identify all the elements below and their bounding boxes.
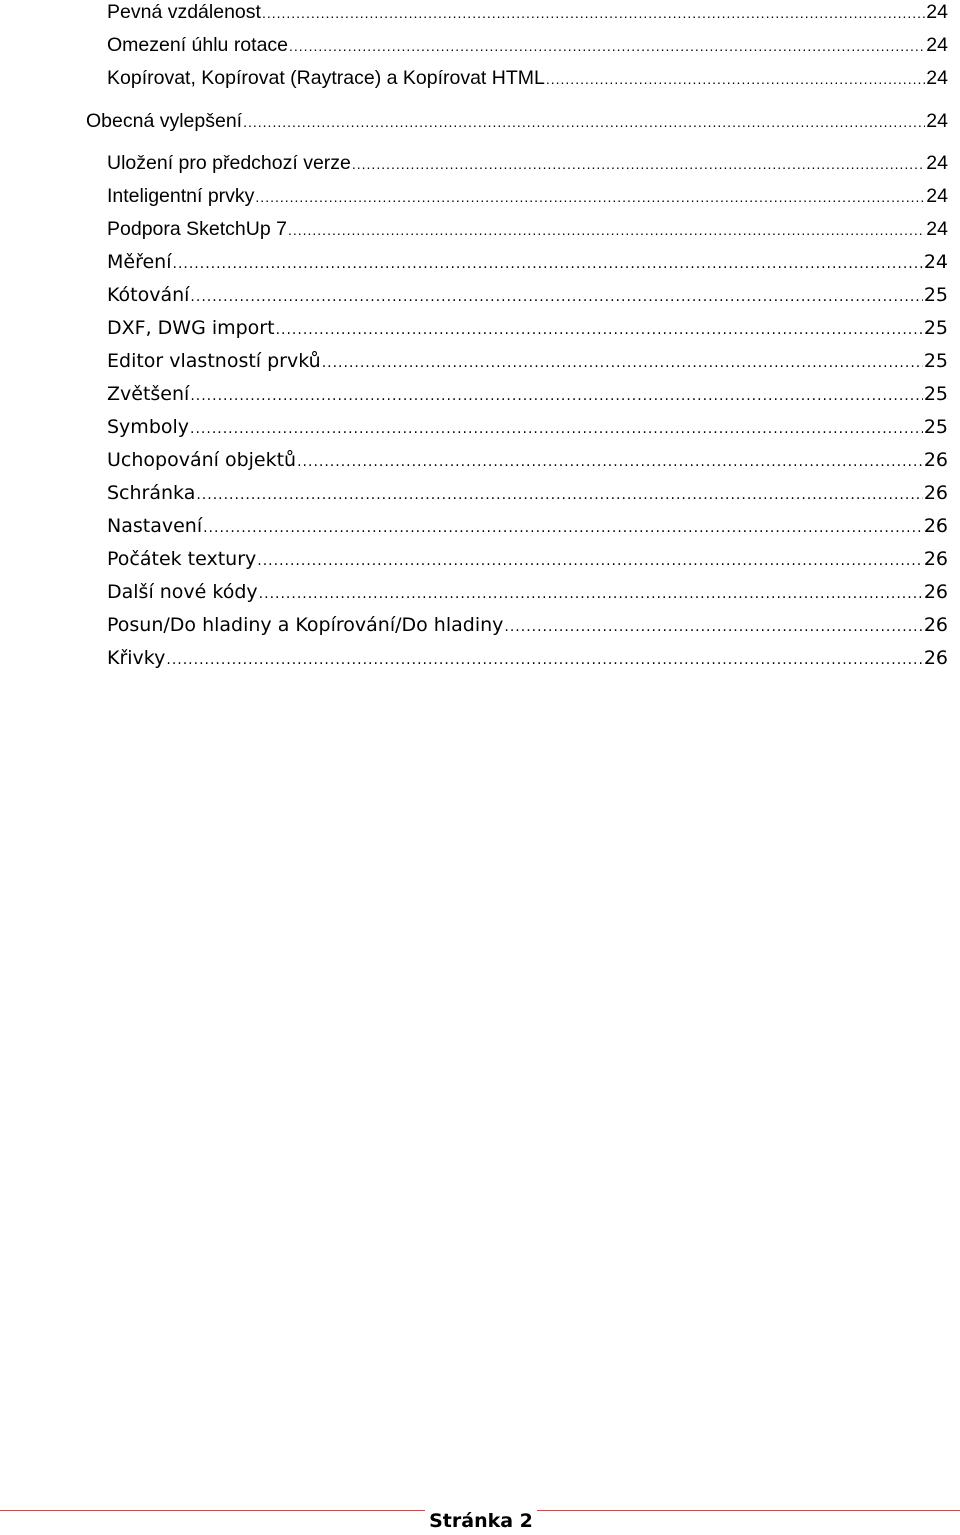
- toc-entry[interactable]: [107, 0, 948, 27]
- footer-rule-right: [537, 1510, 960, 1511]
- toc-entry[interactable]: [86, 106, 948, 136]
- toc-leader-dots: [352, 149, 925, 179]
- toc-entry-page: 25: [923, 383, 948, 405]
- footer-page-number: Stránka 2: [429, 1510, 533, 1532]
- toc-entry-page: 24: [926, 185, 948, 207]
- toc-leader-dots: [276, 315, 923, 345]
- toc-entry-page: 26: [923, 482, 948, 504]
- toc-leader-dots: [196, 480, 922, 510]
- toc-entry-title: Pevná vzdálenost: [107, 1, 261, 23]
- toc-leader-dots: [546, 64, 925, 94]
- toc-leader-dots: [262, 0, 925, 28]
- toc-entry-title: Obecná vylepšení: [86, 110, 243, 132]
- toc-entry-page: 24: [926, 67, 948, 89]
- toc-leader-dots: [504, 612, 922, 642]
- toc-entry[interactable]: [107, 313, 948, 343]
- toc-entry-title: Počátek textury: [107, 548, 257, 570]
- toc-entry[interactable]: [107, 181, 948, 211]
- toc-entry[interactable]: [107, 30, 948, 60]
- toc-entry-page: 25: [923, 350, 948, 372]
- toc-entry-page: 26: [923, 515, 948, 537]
- toc-entry-page: 26: [923, 581, 948, 603]
- toc-entry-page: 24: [926, 110, 948, 132]
- toc-entry[interactable]: [107, 610, 948, 640]
- toc-entry[interactable]: [107, 247, 948, 277]
- toc-leader-dots: [190, 282, 922, 312]
- toc-entry[interactable]: [107, 214, 948, 244]
- toc-entry-title: Omezení úhlu rotace: [107, 34, 289, 56]
- toc-entry-page: 25: [923, 317, 948, 339]
- toc-entry-page: 24: [926, 152, 948, 174]
- toc-entry[interactable]: [107, 511, 948, 541]
- toc-leader-dots: [166, 645, 922, 675]
- toc-entry[interactable]: [107, 478, 948, 508]
- footer-rule-left: [0, 1510, 425, 1511]
- toc-entry-title: DXF, DWG import: [107, 317, 275, 339]
- toc-entry-page: 24: [923, 251, 948, 273]
- toc-entry-page: 24: [926, 218, 948, 240]
- toc-leader-dots: [297, 447, 923, 477]
- toc-entry[interactable]: [107, 379, 948, 409]
- toc-entry-page: 25: [923, 416, 948, 438]
- toc-entry[interactable]: [107, 280, 948, 310]
- toc-entry[interactable]: [107, 544, 948, 574]
- toc-entry-title: Kótování: [107, 284, 190, 306]
- toc-leader-dots: [255, 182, 925, 212]
- toc-entry-page: 26: [923, 614, 948, 636]
- toc-entry-page: 26: [923, 449, 948, 471]
- toc-entry-title: Nastavení: [107, 515, 203, 537]
- toc-entry-title: Kopírovat, Kopírovat (Raytrace) a Kopírovat HTML: [107, 67, 545, 89]
- toc-entry[interactable]: [107, 577, 948, 607]
- toc-entry-title: Editor vlastností prvků: [107, 350, 321, 372]
- toc-leader-dots: [259, 579, 923, 609]
- toc-entry-page: 24: [926, 34, 948, 56]
- toc-entry-title: Uchopování objektů: [107, 449, 297, 471]
- toc-entry-title: Další nové kódy: [107, 581, 258, 603]
- toc-leader-dots: [288, 215, 925, 245]
- toc-leader-dots: [190, 414, 923, 444]
- toc-entry-title: Inteligentní prvky: [107, 185, 255, 207]
- toc-leader-dots: [203, 513, 923, 543]
- toc-entry-title: Křivky: [107, 647, 166, 669]
- toc-entry-page: 24: [926, 1, 948, 23]
- toc-entry-title: Podpora SketchUp 7: [107, 218, 287, 240]
- toc-entry[interactable]: [107, 63, 948, 93]
- toc-entry[interactable]: [107, 346, 948, 376]
- toc-entry-title: Symboly: [107, 416, 190, 438]
- toc-entry[interactable]: [107, 643, 948, 673]
- toc-leader-dots: [257, 546, 923, 576]
- toc-entry-title: Uložení pro předchozí verze: [107, 152, 351, 174]
- toc-entry-page: 26: [923, 647, 948, 669]
- toc-entry-page: 26: [923, 548, 948, 570]
- toc-leader-dots: [289, 31, 925, 61]
- toc-entry[interactable]: [107, 148, 948, 178]
- toc-entry-title: Zvětšení: [107, 383, 190, 405]
- toc-entry[interactable]: [107, 445, 948, 475]
- toc-leader-dots: [322, 348, 923, 378]
- toc-entry-title: Měření: [107, 251, 172, 273]
- toc-entry[interactable]: [107, 412, 948, 442]
- toc-leader-dots: [173, 249, 923, 279]
- toc-entry-page: 25: [923, 284, 948, 306]
- toc-entry-title: Schránka: [107, 482, 196, 504]
- toc-entry-title: Posun/Do hladiny a Kopírování/Do hladiny: [107, 614, 504, 636]
- toc-leader-dots: [190, 381, 923, 411]
- toc-leader-dots: [243, 107, 925, 137]
